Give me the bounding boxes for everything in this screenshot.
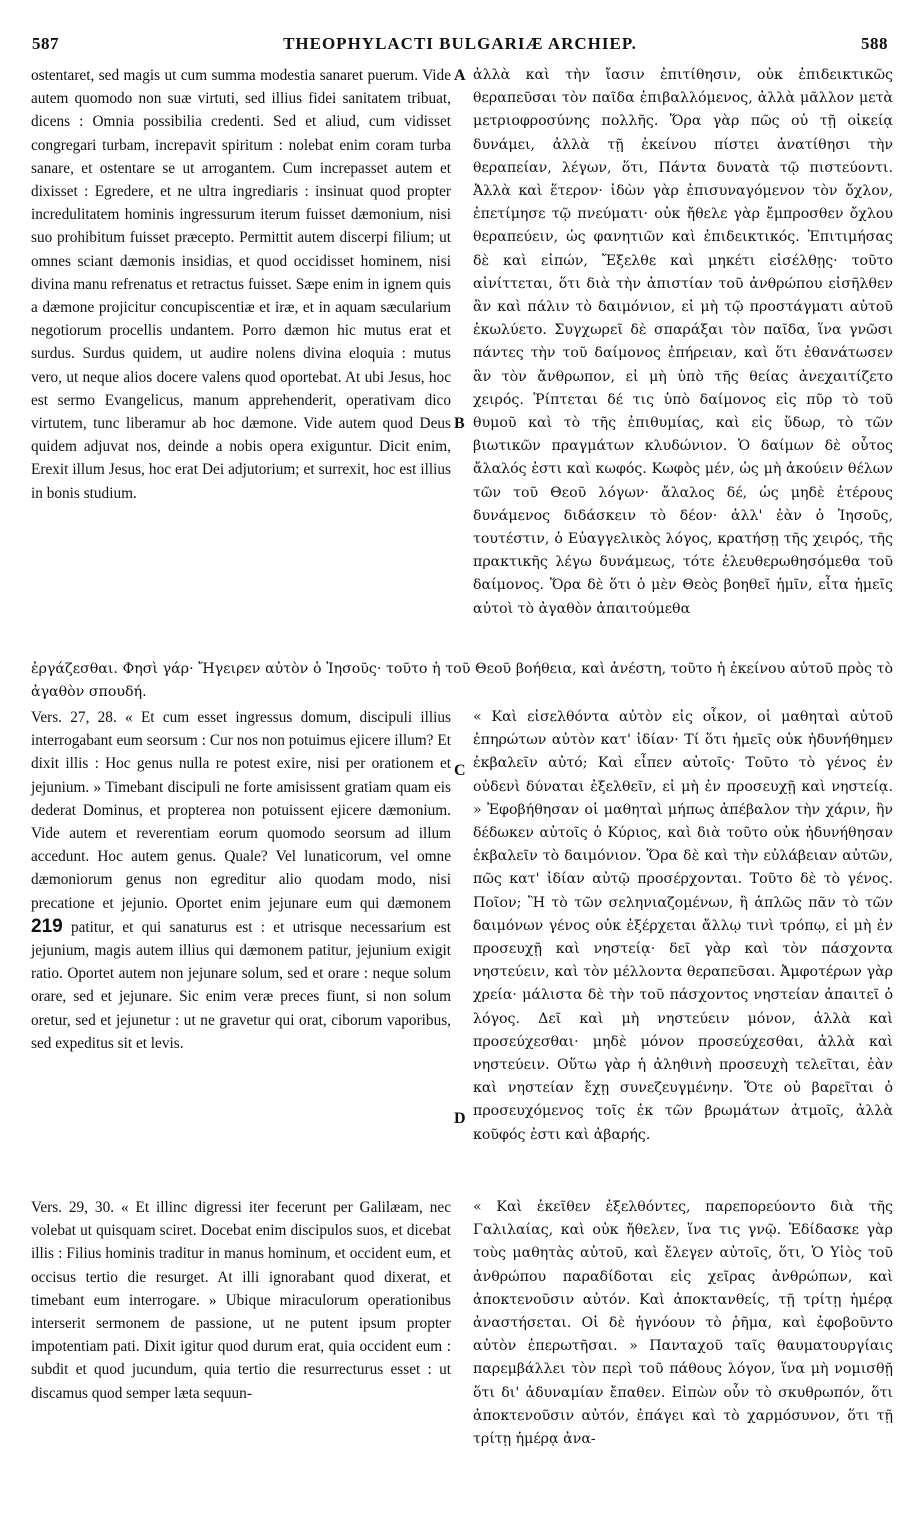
latin-paragraph-2-part-a: Vers. 27, 28. « Et cum esset ingressus domum, discipuli illius interrogabant eum seorsum : Cur nos non potuimus ejicere illum? Et dixit illis : Hoc genus nulla re potest exire, nisi per orationem et jejunium. » Timebant discipuli ne forte amisissent gratiam quam eis dederat Dominus, et propterea non potuissent ejicere dæmonium. Vide autem et reverentiam eorum quomodo seorsum ad illum accedunt. Hoc autem genus. Quale? Vel lunaticorum, vel omne dæmoniorum genus non egreditur alio quodam modo, nisi precatione et jejunio. Oportet enim jejunare eum qui dæmonem — [31, 709, 451, 912]
running-header — [32, 30, 888, 60]
greek-column-bottom — [473, 1196, 893, 1451]
section-marker-a: A — [454, 67, 466, 84]
section-marker-d: D — [454, 1110, 466, 1127]
section-marker-c: C — [454, 762, 466, 779]
latin-paragraph-3: Vers. 29, 30. « Et illinc digressi iter fecerunt per Galilæam, nec volebat ut quisquam sciret. Docebat enim discipulos suos, et dicebat illis : Filius hominis traditur in manus hominum, et occident eum, et occisus tertio die resurget. At illi ignorabant quod dixerat, et timebant eum interrogare. » Ubique miraculorum operationibus interserit sermonem de passione, ut ne putent ipsum propter impotentiam pati. Dixit igitur quod durum erat, quia occident eum : subdit et quod jucundum, quia tertio die resurrecturus esset : ut discamus quod semper læta sequun- — [31, 1199, 451, 1402]
greek-column-middle — [473, 706, 893, 1147]
latin-paragraph-1: ostentaret, sed magis ut cum summa modestia sanaret puerum. Vide autem quomodo non suæ virtuti, sed illius fidei sanitatem tribuat, dicens : Omnia possibilia credenti. Sed et aliud, cum vidisset congregari turbam, increpavit spiritum : nolebat enim coram turba sanare, et ostentare se ut arrogantem. Cum increpasset autem et dixisset : Egredere, et ne ultra ingrediaris : insinuat quod propter incredulitatem hominis ingressurum iterum fuisset dæmonium, nisi suo prohibitum fuisset præcepto. Permittit autem discerpi filium; ut omnes sciant dæmonis insidias, et quod occidisset hominem, nisi divina manu refrenatus et retractus fuisset. Sæpe enim in ignem quis a dæmone projicitur concupiscentiæ et iræ, et in aquam sæcularium negotiorum procellis undantem. Porro dæmon hic mutus erat et surdus. Surdus quidem, ut audire nolens divina eloquia : mutus vero, ut neque alios docere valens quod oportebat. At ubi Jesus, hoc est sermo Evangelicus, manum apprehenderit, operativam dico virtutem, tunc liberamur ab hoc dæmone. Vide autem quod Deus quidem adjuvat nos, deinde a nobis opera exiguntur. Dicit enim, Erexit illum Jesus, hoc erat Dei adjutorium; et surrexit, hoc est illius in bonis studium. — [31, 67, 451, 502]
greek-column-top — [473, 64, 893, 621]
greek-paragraph-1: ἀλλὰ καὶ τὴν ἴασιν ἐπιτίθησιν, οὐκ ἐπιδεικτικῶς θεραπεῦσαι τὸν παῖδα ἐπιβαλλόμενος, ἀλλὰ μᾶλλον μετὰ μετριοφροσύνης πολλῆς. Ὅρα γὰρ πῶς οὐ τῇ οἰκείᾳ δυνάμει, ἀλλὰ τῇ ἐκείνου πίστει ἀνατίθησι τὴν θεραπείαν, λέγων, ὅτι, Πάντα δυνατὰ τῷ πιστεύοντι. Ἀλλὰ καὶ ἕτερον· ἰδὼν γὰρ ἐπισυναγόμενον τὸν ὄχλον, ἐπετίμησε τῷ πνεύματι· οὐκ ἤθελε γὰρ ἔμπροσθεν ὄχλου θεραπεύειν, ὡς φανητιῶν καὶ ἐπιδεικτικός. Ἐπιτιμήσας δὲ καὶ εἰπών, Ἔξελθε καὶ μηκέτι εἰσέλθῃς· τοῦτο αἰνίττεται, ὅτι διὰ τὴν ἀπιστίαν τοῦ ἀνθρώπου εἰσῆλθεν ἂν καὶ πάλιν τὸ δαιμόνιον, εἰ μὴ τῷ προστάγματι αὐτοῦ ἐκωλύετο. Συγχωρεῖ δὲ σπαράξαι τὸν παῖδα, ἵνα γνῶσι πάντες τὴν τοῦ δαίμονος ἐπήρειαν, καὶ ὅτι ἐθανάτωσεν ἂν τὸν ἄνθρωπον, εἰ μὴ ὑπὸ τῆς θείας ἀνεχαιτίζετο χειρός. Ῥίπτεται δέ τις ὑπὸ δαίμονος εἰς πῦρ τὸ τοῦ θυμοῦ καὶ τὸ τῆς ἐπιθυμίας, καὶ εἰς ὕδωρ, τὸ τῶν βιωτικῶν πραγμάτων κλυδώνιον. Ὁ δαίμων δὲ οὗτος ἄλαλός ἐστι καὶ κωφός. Κωφὸς μέν, ὡς μὴ ἀκούειν θέλων τῶν τοῦ Θεοῦ λόγων· ἄλαλος δέ, ὡς μηδὲ ἑτέρους δυνάμενος διδάσκειν τὸ δέον· ἀλλ' ἐὰν ὁ Ἰησοῦς, τουτέστιν, ὁ Εὐαγγελικὸς λόγος, κρατήσῃ τῆς χειρός, τῆς πρακτικῆς λέγω δυνάμεως, τότε ἐλευθερωθησόμεθα τοῦ δαίμονος. Ὅρα δὲ ὅτι ὁ μὲν Θεὸς βοηθεῖ ἡμῖν, εἶτα ἡμεῖς αὐτοὶ τὸ ἀγαθὸν ἀπαιτούμεθα — [473, 67, 893, 617]
right-page-number: 588 — [861, 34, 888, 53]
latin-column-middle — [31, 706, 451, 1055]
latin-paragraph-2 — [31, 706, 451, 1055]
latin-paragraph-2-part-b: patitur, et qui sanaturus est : et utrisque necessarium est jejunium, magis autem illius qui dæmonem patitur, jejunium exigit ratio. Oportet autem non jejunare solum, sed et orare : neque solum orare, sed et jejunare. Sic enim veræ preces fiunt, si non solum oretur, sed et jejunetur : ut ne gravetur qui orat, ciborum vaporibus, sed expeditus sit et levis. — [31, 918, 451, 1052]
latin-column-bottom — [31, 1196, 451, 1405]
latin-column-top — [31, 64, 451, 505]
running-title: THEOPHYLACTI BULGARIÆ ARCHIEP. — [283, 34, 637, 53]
section-marker-b: B — [454, 415, 465, 432]
greek-full-width-line: ἐργάζεσθαι. Φησὶ γάρ· Ἤγειρεν αὐτὸν ὁ Ἰησοῦς· τοῦτο ἡ τοῦ Θεοῦ βοήθεια, καὶ ἀνέστη, τοῦτο ἡ ἐκείνου αὐτοῦ πρὸς τὸ ἀγαθὸν σπουδή. — [31, 661, 893, 701]
greek-paragraph-3: « Καὶ ἐκεῖθεν ἐξελθόντες, παρεπορεύοντο διὰ τῆς Γαλιλαίας, καὶ οὐκ ἤθελεν, ἵνα τις γνῷ. Ἐδίδασκε γὰρ τοὺς μαθητὰς αὐτοῦ, καὶ ἔλεγεν αὐτοῖς, ὅτι, Ὁ Υἱὸς τοῦ ἀνθρώπου παραδίδοται εἰς χεῖρας ἀνθρώπων, καὶ ἀποκτενοῦσιν αὐτόν. Καὶ ἀποκτανθείς, τῇ τρίτῃ ἡμέρᾳ ἀναστήσεται. Οἱ δὲ ἠγνόουν τὸ ῥῆμα, καὶ ἐφοβοῦντο αὐτὸν ἐπερωτῆσαι. » Πανταχοῦ ταῖς θαυματουργίαις παρεμβάλλει τὸν περὶ τοῦ πάθους λόγον, ἵνα μὴ νομισθῇ ὅτι δι' ἀδυναμίαν ἔπαθεν. Εἰπὼν οὖν τὸ σκυθρωπόν, ὅτι ἀποκτενοῦσιν αὐτόν, ἐπάγει καὶ τὸ χαρμόσυνον, ὅτι τῇ τρίτῃ ἡμέρᾳ ἀνα- — [473, 1199, 893, 1448]
left-page-number: 587 — [32, 34, 59, 53]
greek-paragraph-2: « Καὶ εἰσελθόντα αὐτὸν εἰς οἶκον, οἱ μαθηταὶ αὐτοῦ ἐπηρώτων αὐτὸν κατ' ἰδίαν· Τί ὅτι ἡμεῖς οὐκ ἠδυνήθημεν ἐκβαλεῖν αὐτό; Καὶ εἶπεν αὐτοῖς· Τοῦτο τὸ γένος ἐν οὐδενὶ δύναται ἐξελθεῖν, εἰ μὴ ἐν προσευχῇ καὶ νηστείᾳ. » Ἐφοβήθησαν οἱ μαθηταὶ μήπως ἀπέβαλον τὴν χάριν, ἣν δέδωκεν αὐτοῖς ὁ Κύριος, καὶ διὰ τοῦτο οὐκ ἠδυνήθησαν ἐκβαλεῖν τὸ δαιμόνιον. Ὅρα δὲ καὶ τὴν εὐλάβειαν αὐτῶν, πῶς κατ' ἰδίαν αὐτῷ προσέρχονται. Τοῦτο δὲ τὸ γένος. Ποῖον; Ἢ τὸ τῶν σεληνιαζομένων, ἢ ἁπλῶς πᾶν τὸ τῶν δαιμόνων γένος οὐκ ἐξέρχεται ἄλλῳ τινὶ τρόπῳ, εἰ μὴ ἐν προσευχῇ καὶ νηστείᾳ· δεῖ γὰρ καὶ τὸν πάσχοντα νηστεύειν, καὶ τὸν μέλλοντα θεραπεῦσαι. Ἀμφοτέρων γὰρ χρεία· μάλιστα δὲ τὴν τοῦ πάσχοντος νηστείαν ἀπαιτεῖ ὁ λόγος. Δεῖ καὶ μὴ νηστεύειν μόνον, ἀλλὰ καὶ προσεύχεσθαι· μηδὲ μόνον προσεύχεσθαι, ἀλλὰ καὶ νηστεύειν. Οὕτω γὰρ ἡ ἀληθινὴ προσευχὴ τελεῖται, ἐὰν καὶ νηστείαν ἔχῃ συνεζευγμένην. Ὅτε οὐ βαρεῖται ὁ προσευχόμενος τοῖς ἐκ τῶν βρωμάτων ἀτμοῖς, ἀλλὰ κοῦφός ἐστι καὶ ἀβαρής. — [473, 709, 893, 1143]
column-number: 219 — [31, 915, 63, 937]
